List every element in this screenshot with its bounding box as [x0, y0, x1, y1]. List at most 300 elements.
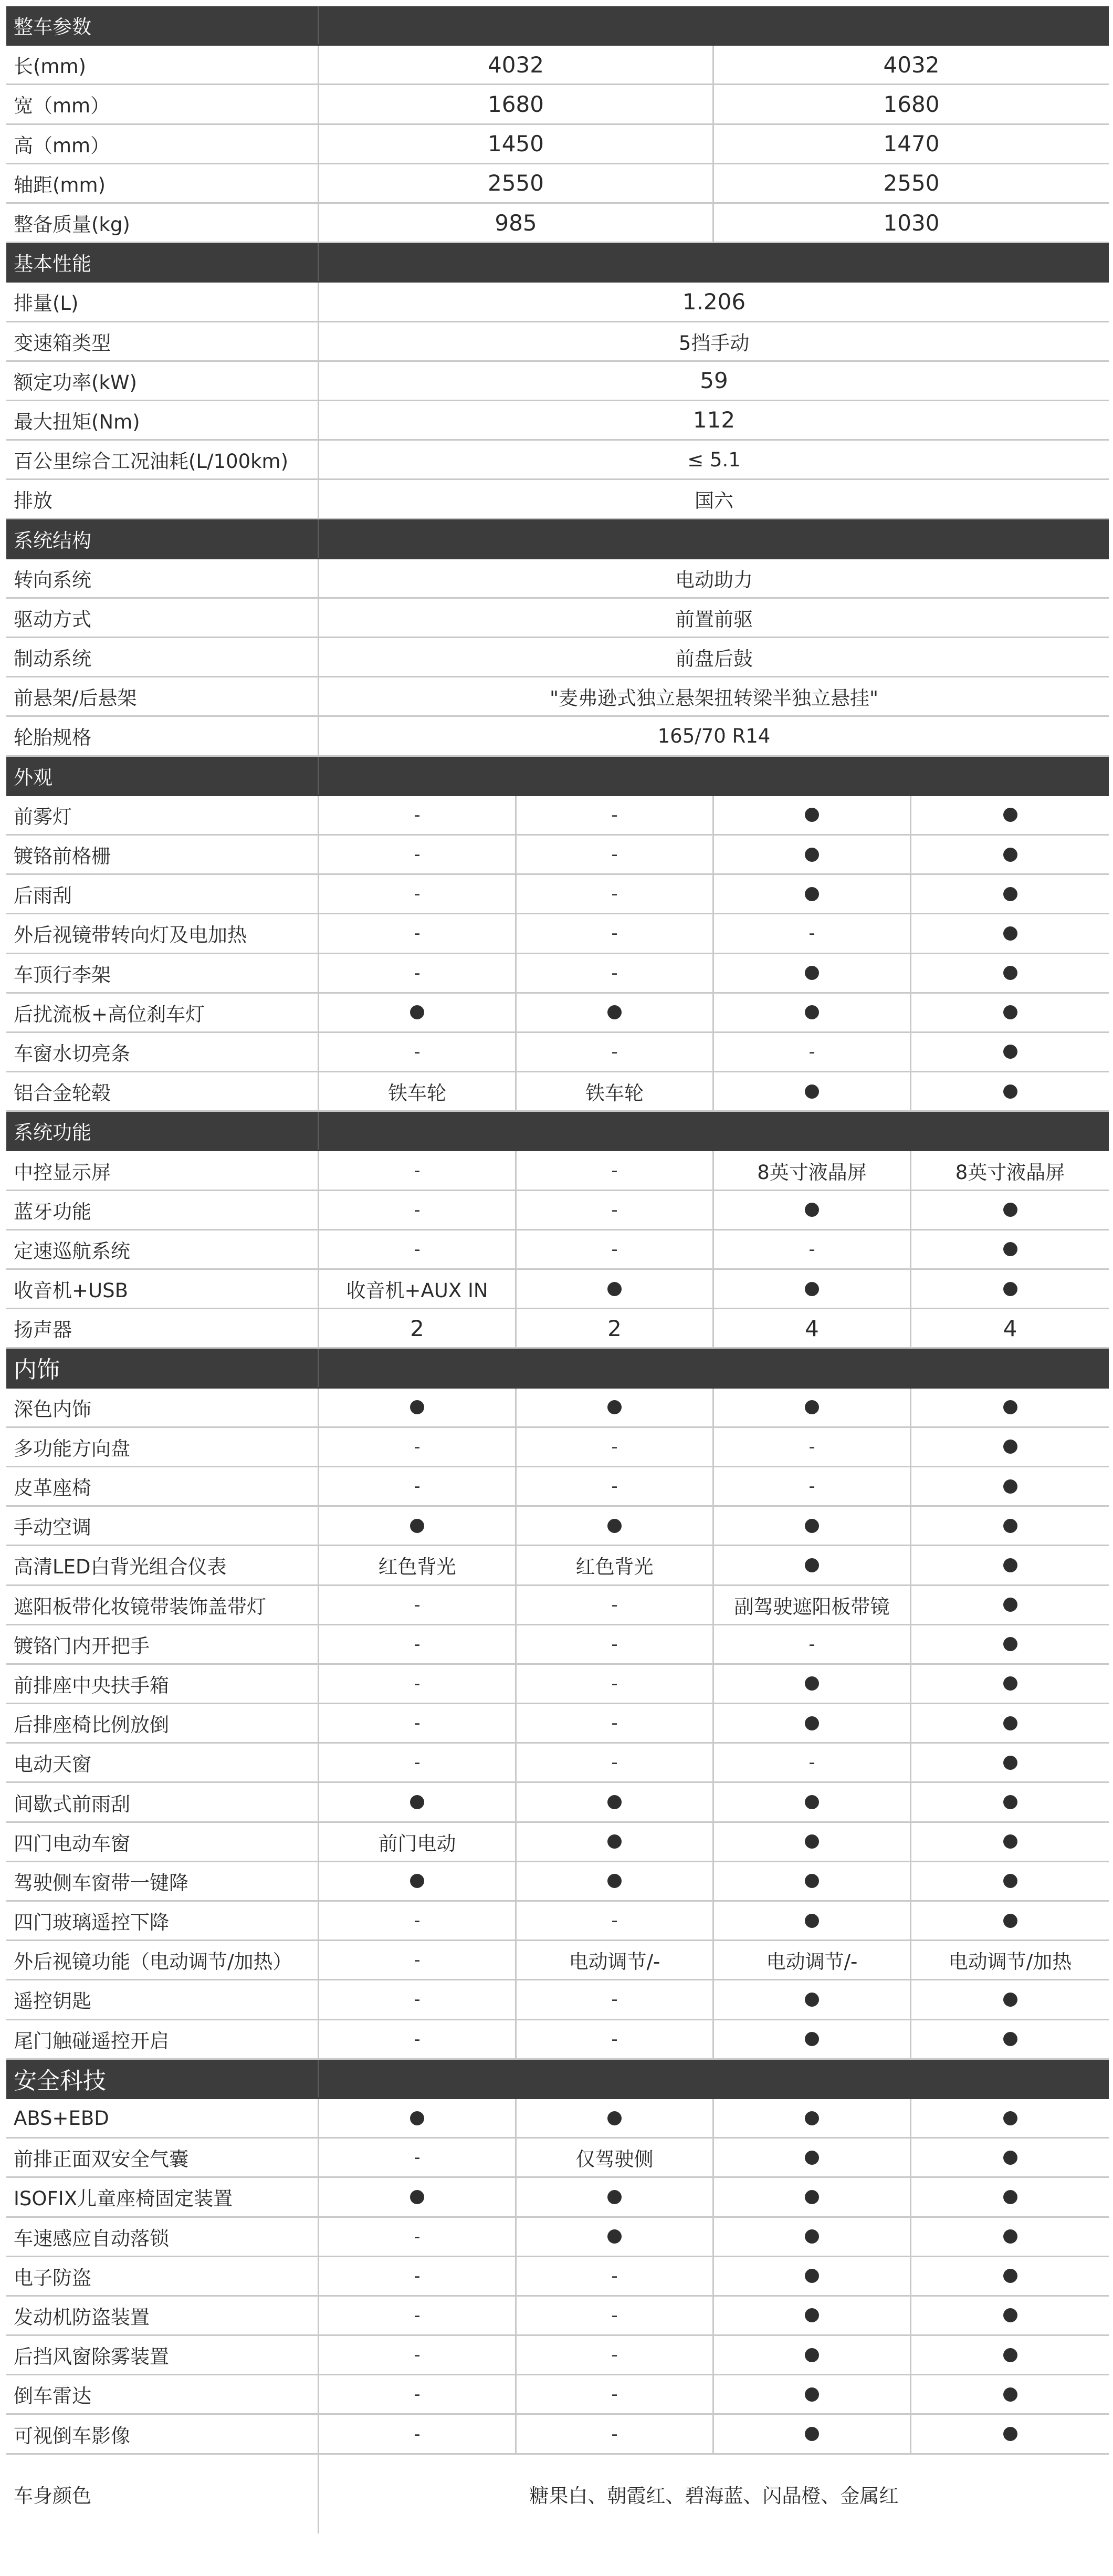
check-dot-icon	[1003, 1993, 1017, 2007]
cell-value: 前门电动	[378, 1832, 456, 1855]
spec-value-cell	[517, 1270, 714, 1308]
spec-label: 电动天窗	[6, 1744, 319, 1781]
check-dot-icon	[1003, 1716, 1017, 1730]
cell-value: 铁车轮	[388, 1082, 446, 1105]
spec-value-cell	[911, 1625, 1109, 1663]
spec-label: 皮革座椅	[6, 1467, 319, 1505]
spec-label: 外后视镜带转向灯及电加热	[6, 914, 319, 952]
spec-label: 中控显示屏	[6, 1151, 319, 1189]
spec-label: 四门玻璃遥控下降	[6, 1902, 319, 1939]
dash-value: -	[611, 1436, 618, 1457]
dash-value: -	[611, 2304, 618, 2326]
spec-row	[6, 401, 1109, 441]
spec-value-cell	[319, 164, 714, 202]
check-dot-icon	[805, 808, 819, 822]
check-dot-icon	[805, 966, 819, 980]
check-dot-icon	[410, 1400, 424, 1414]
spec-value-cell	[714, 1586, 911, 1624]
spec-value-cell	[714, 1467, 911, 1505]
spec-value-cell	[517, 954, 714, 992]
spec-value-cell	[714, 1704, 911, 1742]
check-dot-icon	[805, 1676, 819, 1691]
section-fill	[319, 757, 1109, 795]
cell-value: 2550	[488, 170, 544, 196]
section-header	[6, 6, 1109, 46]
cell-value: 8英寸液晶屏	[955, 1161, 1065, 1184]
spec-row	[6, 599, 1109, 638]
spec-value-cell	[319, 599, 1109, 637]
spec-label: 长(mm)	[6, 46, 319, 84]
spec-value-cell	[319, 401, 1109, 439]
spec-label: 轮胎规格	[6, 717, 319, 755]
spec-row	[6, 2099, 1109, 2139]
spec-value-cell	[517, 1467, 714, 1505]
check-dot-icon	[805, 1282, 819, 1296]
spec-label: 收音机+USB	[6, 1270, 319, 1308]
spec-value-cell	[517, 1980, 714, 2018]
section-title: 系统功能	[6, 1112, 319, 1150]
check-dot-icon	[805, 2032, 819, 2046]
spec-row	[6, 1309, 1109, 1349]
check-dot-icon	[1003, 2427, 1017, 2441]
spec-value-cell	[714, 2178, 911, 2216]
spec-label: 尾门触碰遥控开启	[6, 2020, 319, 2058]
spec-value-cell	[517, 1941, 714, 1979]
spec-label: 变速箱类型	[6, 322, 319, 360]
check-dot-icon	[805, 1716, 819, 1730]
dash-value: -	[611, 1238, 618, 1260]
dash-value: -	[414, 1160, 421, 1181]
check-dot-icon	[1003, 1242, 1017, 1256]
spec-value-cell	[319, 1823, 517, 1861]
spec-value-cell	[319, 1191, 517, 1229]
check-dot-icon	[1003, 887, 1017, 901]
spec-value-cell	[517, 1033, 714, 1071]
spec-row	[6, 1980, 1109, 2020]
spec-value-cell	[319, 954, 517, 992]
spec-label: ABS+EBD	[6, 2099, 319, 2137]
spec-value-cell	[911, 1507, 1109, 1545]
check-dot-icon	[805, 1874, 819, 1888]
spec-value-cell	[517, 875, 714, 913]
check-dot-icon	[805, 2151, 819, 2165]
dash-value: -	[414, 1673, 421, 1694]
cell-value: 2550	[883, 170, 940, 196]
dash-value: -	[611, 1633, 618, 1655]
spec-value-cell	[911, 1072, 1109, 1110]
spec-row	[6, 1151, 1109, 1191]
spec-label: 镀铬前格栅	[6, 836, 319, 873]
dash-value: -	[414, 923, 421, 944]
cell-value: 4032	[883, 51, 940, 78]
spec-value-cell	[319, 480, 1109, 518]
dash-value: -	[414, 1752, 421, 1774]
spec-value-cell	[517, 1744, 714, 1781]
check-dot-icon	[805, 2111, 819, 2125]
cell-value: 165/70 R14	[657, 724, 771, 747]
cell-value: 收音机+AUX IN	[346, 1279, 488, 1302]
spec-value-cell	[911, 796, 1109, 834]
spec-label: 高清LED白背光组合仪表	[6, 1546, 319, 1584]
spec-label: 后扰流板+高位刹车灯	[6, 994, 319, 1031]
dash-value: -	[808, 1041, 815, 1062]
spec-label: 定速巡航系统	[6, 1230, 319, 1268]
spec-value-cell	[714, 164, 1109, 202]
spec-value-cell	[911, 1902, 1109, 1939]
spec-row	[6, 2455, 1109, 2533]
section-title: 系统结构	[6, 519, 319, 557]
check-dot-icon	[805, 2229, 819, 2244]
check-dot-icon	[805, 1519, 819, 1533]
spec-value-cell	[319, 2139, 517, 2176]
check-dot-icon	[1003, 1874, 1017, 1888]
check-dot-icon	[1003, 2308, 1017, 2322]
spec-value-cell	[714, 1507, 911, 1545]
spec-row	[6, 796, 1109, 836]
spec-value-cell	[517, 2099, 714, 2137]
check-dot-icon	[607, 1005, 622, 1019]
spec-row	[6, 677, 1109, 717]
check-dot-icon	[805, 1993, 819, 2007]
check-dot-icon	[410, 2111, 424, 2125]
dash-value: -	[414, 1594, 421, 1615]
spec-label: 百公里综合工况油耗(L/100km)	[6, 441, 319, 478]
spec-value-cell	[911, 2178, 1109, 2216]
spec-row	[6, 480, 1109, 519]
spec-label: 宽（mm）	[6, 85, 319, 123]
section-title: 基本性能	[6, 243, 319, 281]
spec-row	[6, 1507, 1109, 1546]
spec-value-cell	[517, 836, 714, 873]
spec-label: 外后视镜功能（电动调节/加热）	[6, 1941, 319, 1979]
check-dot-icon	[805, 1203, 819, 1217]
dash-value: -	[414, 1476, 421, 1497]
spec-value-cell	[714, 1862, 911, 1900]
spec-row	[6, 836, 1109, 875]
cell-value: 2	[607, 1315, 622, 1341]
spec-value-cell	[319, 1783, 517, 1821]
spec-label: 前雾灯	[6, 796, 319, 834]
spec-value-cell	[319, 1428, 517, 1466]
spec-value-cell	[319, 283, 1109, 320]
spec-value-cell	[911, 2099, 1109, 2137]
spec-value-cell	[319, 1270, 517, 1308]
check-dot-icon	[607, 2111, 622, 2125]
spec-value-cell	[911, 1033, 1109, 1071]
spec-value-cell	[319, 1665, 517, 1703]
spec-row	[6, 204, 1109, 243]
spec-value-cell	[319, 914, 517, 952]
spec-value-cell	[714, 1151, 911, 1189]
spec-value-cell	[319, 1230, 517, 1268]
spec-label: 间歇式前雨刮	[6, 1783, 319, 1821]
spec-value-cell	[319, 1467, 517, 1505]
spec-value-cell	[911, 1744, 1109, 1781]
spec-value-cell	[714, 914, 911, 952]
spec-value-cell	[319, 204, 714, 242]
spec-value-cell	[517, 1389, 714, 1426]
spec-value-cell	[517, 1862, 714, 1900]
spec-value-cell	[714, 836, 911, 873]
spec-label: 遥控钥匙	[6, 1980, 319, 2018]
check-dot-icon	[1003, 2348, 1017, 2362]
check-dot-icon	[1003, 1676, 1017, 1691]
check-dot-icon	[805, 1005, 819, 1019]
spec-value-cell	[517, 1704, 714, 1742]
spec-value-cell	[714, 2297, 911, 2334]
cell-value: 59	[700, 368, 728, 394]
section-header	[6, 2060, 1109, 2099]
spec-value-cell	[517, 1586, 714, 1624]
spec-value-cell	[911, 1151, 1109, 1189]
spec-value-cell	[714, 1665, 911, 1703]
dash-value: -	[414, 2265, 421, 2287]
spec-label: 车身颜色	[6, 2455, 319, 2533]
cell-value: 前盘后鼓	[675, 648, 753, 671]
spec-label: 前排正面双安全气囊	[6, 2139, 319, 2176]
dash-value: -	[414, 962, 421, 984]
check-dot-icon	[1003, 808, 1017, 822]
spec-value-cell	[911, 994, 1109, 1031]
spec-row	[6, 638, 1109, 677]
check-dot-icon	[1003, 2190, 1017, 2204]
spec-row	[6, 2297, 1109, 2336]
spec-value-cell	[911, 1389, 1109, 1426]
spec-value-cell	[517, 1230, 714, 1268]
spec-value-cell	[319, 2257, 517, 2295]
spec-value-cell	[319, 1862, 517, 1900]
spec-label: 驱动方式	[6, 599, 319, 637]
spec-value-cell	[517, 2375, 714, 2413]
spec-value-cell	[517, 1665, 714, 1703]
spec-row	[6, 46, 1109, 85]
spec-label: 铝合金轮毂	[6, 1072, 319, 1110]
spec-value-cell	[714, 2139, 911, 2176]
dash-value: -	[414, 2147, 421, 2168]
section-header	[6, 519, 1109, 559]
spec-label: 最大扭矩(Nm)	[6, 401, 319, 439]
dash-value: -	[611, 2384, 618, 2405]
spec-value-cell	[911, 1230, 1109, 1268]
spec-value-cell	[517, 2139, 714, 2176]
spec-value-cell	[911, 1665, 1109, 1703]
dash-value: -	[611, 804, 618, 826]
dash-value: -	[414, 1199, 421, 1221]
spec-value-cell	[319, 2297, 517, 2334]
spec-value-cell	[714, 1389, 911, 1426]
check-dot-icon	[805, 1795, 819, 1809]
check-dot-icon	[607, 2190, 622, 2204]
spec-value-cell	[911, 954, 1109, 992]
spec-value-cell	[517, 2020, 714, 2058]
check-dot-icon	[1003, 1558, 1017, 1572]
spec-label: 镀铬门内开把手	[6, 1625, 319, 1663]
spec-row	[6, 2218, 1109, 2257]
spec-value-cell	[319, 1072, 517, 1110]
check-dot-icon	[1003, 1282, 1017, 1296]
spec-value-cell	[714, 1823, 911, 1861]
spec-value-cell	[714, 204, 1109, 242]
spec-label: 电子防盗	[6, 2257, 319, 2295]
dash-value: -	[808, 1476, 815, 1497]
check-dot-icon	[1003, 1637, 1017, 1651]
spec-value-cell	[319, 638, 1109, 676]
section-header	[6, 1112, 1109, 1151]
check-dot-icon	[1003, 1834, 1017, 1849]
dash-value: -	[611, 2265, 618, 2287]
spec-row	[6, 875, 1109, 914]
spec-value-cell	[319, 1586, 517, 1624]
spec-value-cell	[911, 2415, 1109, 2453]
spec-value-cell	[517, 1507, 714, 1545]
dash-value: -	[611, 1160, 618, 1181]
spec-row	[6, 1823, 1109, 1862]
dash-value: -	[414, 844, 421, 865]
dash-value: -	[414, 1633, 421, 1655]
dash-value: -	[611, 1910, 618, 1932]
spec-value-cell	[517, 2336, 714, 2374]
dash-value: -	[611, 2344, 618, 2366]
dash-value: -	[414, 1041, 421, 1062]
spec-row	[6, 164, 1109, 204]
spec-row	[6, 1033, 1109, 1072]
spec-label: 后排座椅比例放倒	[6, 1704, 319, 1742]
spec-row	[6, 1862, 1109, 1902]
section-title: 内饰	[6, 1349, 319, 1386]
spec-label: 排量(L)	[6, 283, 319, 320]
spec-value-cell	[911, 1862, 1109, 1900]
spec-row	[6, 1270, 1109, 1309]
spec-value-cell	[319, 1980, 517, 2018]
spec-value-cell	[911, 836, 1109, 873]
spec-value-cell	[517, 1902, 714, 1939]
spec-label: 转向系统	[6, 559, 319, 597]
section-header	[6, 243, 1109, 283]
spec-value-cell	[714, 85, 1109, 123]
spec-value-cell	[714, 1941, 911, 1979]
spec-value-cell	[714, 2375, 911, 2413]
check-dot-icon	[410, 1795, 424, 1809]
spec-value-cell	[319, 2178, 517, 2216]
check-dot-icon	[1003, 2269, 1017, 2283]
section-fill	[319, 1112, 1109, 1150]
spec-label: 前悬架/后悬架	[6, 677, 319, 715]
spec-row	[6, 1625, 1109, 1665]
spec-value-cell	[714, 1428, 911, 1466]
spec-row	[6, 1665, 1109, 1704]
spec-row	[6, 914, 1109, 954]
check-dot-icon	[607, 2229, 622, 2244]
check-dot-icon	[805, 2190, 819, 2204]
spec-label: 额定功率(kW)	[6, 362, 319, 400]
spec-value-cell	[517, 914, 714, 952]
check-dot-icon	[1003, 1203, 1017, 1217]
spec-value-cell	[517, 1309, 714, 1347]
spec-value-cell	[517, 1151, 714, 1189]
spec-value-cell	[319, 322, 1109, 360]
dash-value: -	[808, 1436, 815, 1457]
check-dot-icon	[1003, 1440, 1017, 1454]
spec-value-cell	[911, 2257, 1109, 2295]
spec-value-cell	[911, 2139, 1109, 2176]
dash-value: -	[611, 2028, 618, 2050]
spec-value-cell	[319, 1546, 517, 1584]
spec-row	[6, 1586, 1109, 1625]
spec-label: 遮阳板带化妆镜带装饰盖带灯	[6, 1586, 319, 1624]
spec-value-cell	[517, 2415, 714, 2453]
spec-value-cell	[714, 1980, 911, 2018]
spec-value-cell	[319, 1151, 517, 1189]
check-dot-icon	[805, 1084, 819, 1099]
spec-value-cell	[319, 836, 517, 873]
check-dot-icon	[805, 1558, 819, 1572]
spec-value-cell	[911, 875, 1109, 913]
spec-value-cell	[714, 954, 911, 992]
spec-value-cell	[319, 362, 1109, 400]
spec-value-cell	[517, 1546, 714, 1584]
spec-value-cell	[319, 1941, 517, 1979]
spec-value-cell	[319, 2455, 1109, 2533]
spec-value-cell	[714, 796, 911, 834]
spec-value-cell	[319, 2415, 517, 2453]
spec-row	[6, 2178, 1109, 2217]
spec-label: 车速感应自动落锁	[6, 2218, 319, 2256]
spec-value-cell	[911, 1783, 1109, 1821]
dash-value: -	[611, 1594, 618, 1615]
spec-row	[6, 1072, 1109, 1112]
dash-value: -	[414, 1949, 421, 1971]
spec-value-cell	[911, 1428, 1109, 1466]
spec-row	[6, 1704, 1109, 1744]
spec-row	[6, 717, 1109, 756]
spec-value-cell	[319, 875, 517, 913]
dash-value: -	[611, 962, 618, 984]
check-dot-icon	[1003, 966, 1017, 980]
check-dot-icon	[1003, 1795, 1017, 1809]
spec-label: 车窗水切亮条	[6, 1033, 319, 1071]
spec-value-cell	[319, 717, 1109, 755]
spec-value-cell	[714, 1902, 911, 1939]
spec-value-cell	[911, 2375, 1109, 2413]
cell-value: 1450	[488, 131, 544, 157]
spec-value-cell	[319, 2218, 517, 2256]
spec-value-cell	[517, 796, 714, 834]
check-dot-icon	[1003, 1084, 1017, 1099]
dash-value: -	[611, 923, 618, 944]
spec-value-cell	[517, 2257, 714, 2295]
spec-value-cell	[517, 2178, 714, 2216]
spec-row	[6, 1389, 1109, 1428]
spec-label: 整备质量(kg)	[6, 204, 319, 242]
spec-row	[6, 1744, 1109, 1783]
spec-value-cell	[911, 1309, 1109, 1347]
spec-value-cell	[911, 1980, 1109, 2018]
check-dot-icon	[607, 1519, 622, 1533]
spec-value-cell	[714, 125, 1109, 163]
check-dot-icon	[1003, 2387, 1017, 2402]
spec-value-cell	[319, 559, 1109, 597]
spec-value-cell	[714, 2218, 911, 2256]
cell-value: 1030	[883, 210, 940, 236]
cell-value: 112	[692, 407, 736, 433]
spec-value-cell	[714, 1744, 911, 1781]
spec-row	[6, 2336, 1109, 2375]
spec-label: 多功能方向盘	[6, 1428, 319, 1466]
dash-value: -	[611, 1199, 618, 1221]
cell-value: 副驾驶遮阳板带镜	[734, 1595, 890, 1618]
spec-value-cell	[911, 1823, 1109, 1861]
spec-label: 后挡风窗除雾装置	[6, 2336, 319, 2374]
